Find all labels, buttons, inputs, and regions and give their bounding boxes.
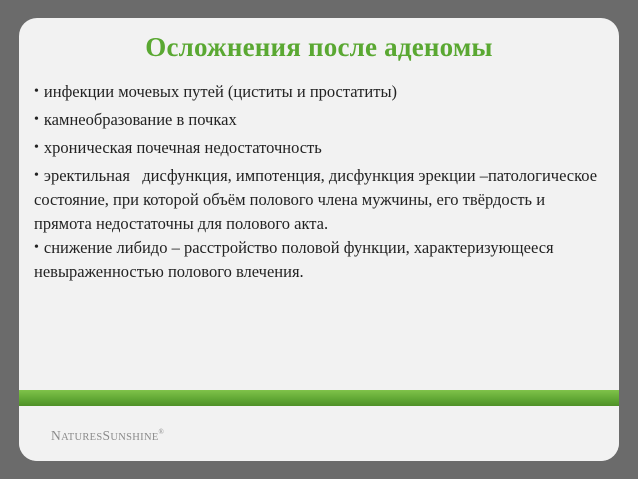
list-item-text: снижение либидо – расстройство половой функции, характеризующееся невыраженностью полового влечения. — [34, 238, 554, 281]
list-item-renal-failure — [34, 136, 604, 160]
bullet-icon: • — [34, 84, 39, 99]
bullet-icon: • — [34, 168, 39, 183]
logo-letter: S — [102, 428, 111, 443]
list-item-text: эректильная дисфункция, импотенция, дисфункция эрекции –патологическое состояние, при которой объём полового члена мужчины, его твёрдость и прямота недостаточны для полового акта. — [34, 166, 602, 233]
list-item-infections — [34, 80, 604, 104]
list-item-text: инфекции мочевых путей (циститы и простатиты) — [43, 82, 398, 101]
bullet-icon: • — [34, 140, 39, 155]
list-item-kidney-stones — [34, 108, 604, 132]
logo-letter: N — [51, 428, 62, 443]
logo-letters-small: UNSHINE — [110, 432, 159, 443]
trademark-icon: ® — [158, 428, 165, 436]
list-item-erectile-dysfunction — [34, 164, 604, 236]
slide-title: Осложнения после аденомы — [145, 32, 493, 62]
slide — [19, 18, 619, 461]
logo-letters-small: ATURES — [61, 432, 103, 443]
list-item-text: хроническая почечная недостаточность — [43, 138, 322, 157]
natures-sunshine-logo — [51, 428, 164, 444]
footer — [19, 406, 619, 461]
slide-content — [34, 80, 604, 284]
bullet-icon: • — [34, 112, 39, 127]
footer-green-band — [19, 390, 619, 406]
list-item-text: камнеобразование в почках — [43, 110, 237, 129]
bullet-icon: • — [34, 240, 39, 255]
list-item-libido — [34, 236, 604, 284]
